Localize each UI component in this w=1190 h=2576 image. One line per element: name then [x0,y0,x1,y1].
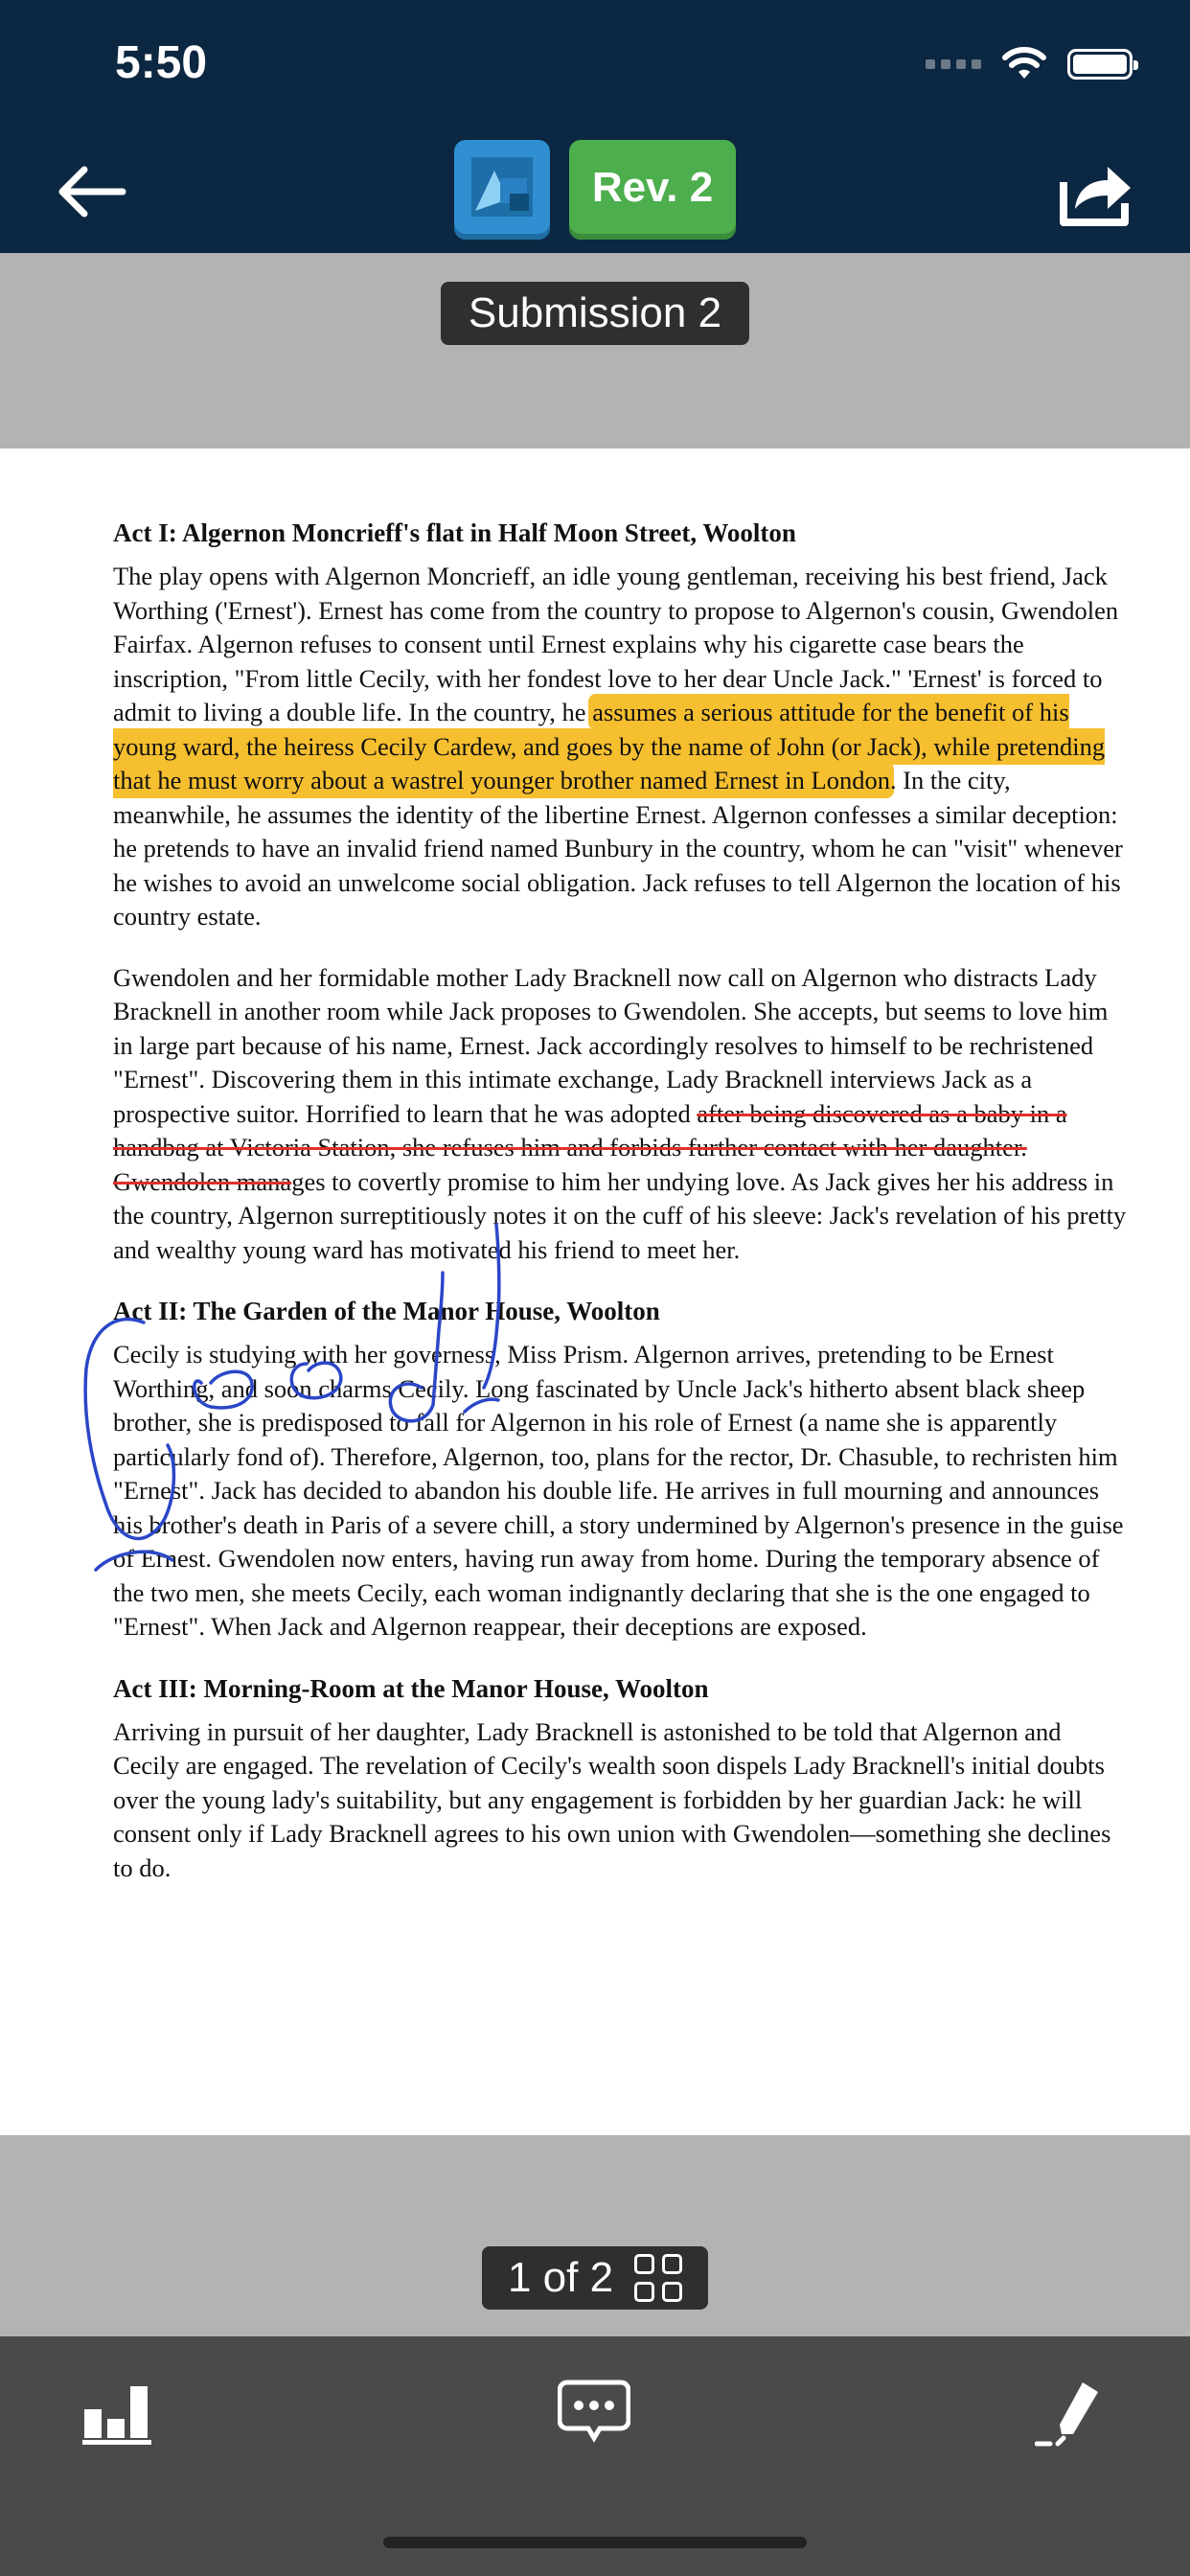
app-logo-icon [454,140,550,234]
share-icon [1058,153,1134,230]
act1-p2-text-b: ges to covertly promise to him her undying love. As Jack gives her his address in the country, Algernon surreptitiously notes it on the cuff of his sleeve: Jack's revelation of his pretty and wealthy young ward has motivated his friend to meet her. [113,1166,1127,1264]
arrow-left-icon [56,153,132,230]
act1-paragraph-1 [113,560,1131,934]
act1-p2-text-a: Gwendolen and her formidable mother Lady Bracknell now call on Algernon who distracts Lady Bracknell in another room while Jack proposes to Gwendolen. She accepts, but seems to love him in large part because of his name, Ernest. Jack accordingly resolves to himself to be rechristened "Ernest". Discovering them in this intimate exchange, Lady Bracknell interviews Jack as a prospective suitor. Horrified to learn that he was adopted [113,962,1109,1128]
status-indicators [926,46,1133,82]
act2-heading: Act II: The Garden of the Manor House, Woolton [113,1297,660,1325]
comment-icon [558,2379,630,2446]
back-button[interactable] [56,153,132,230]
act3-paragraph: Arriving in pursuit of her daughter, Lady Bracknell is astonished to be told that Algernon and Cecily are engaged. The revelation of Cecily's wealth soon dispels Lady Bracknell's initial doubts over the young lady's suitability, but any engagement is forbidden by her guardian Jack: he will consent only if Lady Bracknell agrees to his own union with Gwendolen—something she declines to do. [113,1716,1111,1882]
bar-chart-icon [82,2382,155,2446]
home-indicator [383,2537,807,2548]
pen-button[interactable] [1035,2379,1104,2448]
share-button[interactable] [1058,153,1134,230]
battery-icon [1067,49,1133,80]
page-indicator[interactable] [482,2246,708,2310]
act1-paragraph-2 [113,961,1131,1268]
strikethrough-annotation[interactable]: after being discovered as a baby in a handbag at Victoria Station, she refuses him and forbids further contact with her daughter. Gwendolen mana [113,1098,1067,1196]
document-body [113,516,1131,1885]
revision-button[interactable]: Rev. 2 [569,140,736,240]
app-logo-button[interactable] [454,140,550,240]
highlight-annotation[interactable]: assumes a serious attitude for the benefit of his young ward, the heiress Cecily Cardew, and goes by the name of John (or Jack), while pretending that he must worry about a wastrel younger brother named Ernest in London [113,698,1106,794]
page-count: 1 of 2 [507,2254,614,2301]
comment-button[interactable] [558,2379,630,2446]
signal-icon [926,59,981,69]
act1-p1-text-b: . In the city, meanwhile, he assumes the identity of the libertine Ernest. Algernon confesses a similar deception: he pretends to have an invalid friend named Bunbury in the country, whom he can "visit" whenever he wishes to avoid an unwelcome social obligation. Jack refuses to tell Algernon the location of his country estate. [113,766,1123,931]
act1-p1-text-a: The play opens with Algernon Moncrieff, an idle young gentleman, receiving his best friend, Jack Worthing ('Ernest'). Ernest has come from the country to propose to Algernon's cousin, Gwendolen Fairfax. Algernon refuses to consent until Ernest explains why his cigarette case bears the inscription, "From little Cecily, with her fondest love to her dear Uncle Jack." 'Ernest' is forced to admit to living a double life. In the country, he [113,562,1119,726]
status-time: 5:50 [115,37,208,88]
document-page [0,448,1190,2135]
top-header [0,0,1190,253]
grid-view-icon[interactable] [634,2254,682,2302]
submission-label: Submission 2 [441,282,749,345]
pen-icon [1035,2379,1104,2448]
act3-heading: Act III: Morning-Room at the Manor House, Woolton [113,1673,709,1703]
wifi-icon [1000,46,1048,82]
act2-paragraph: Cecily is studying with her governess, Miss Prism. Algernon arrives, pretending to be Ernest Worthing, and soon charms Cecily. Long fascinated by Uncle Jack's hitherto absent black sheep brother, she is predisposed to fall for Algernon in his role of Ernest (a name she is apparently particularly fond of). Therefore, Algernon, too, plans for the rector, Dr. Chasuble, to rechristen him "Ernest". Jack has decided to abandon his double life. He arrives in full mourning and announces his brother's death in Paris of a severe chill, a story undermined by Algernon's presence in the guise of Ernest. Gwendolen now enters, having run away from home. During the temporary absence of the two men, she meets Cecily, each woman indignantly declaring that she is the one engaged to "Ernest". When Jack and Algernon reappear, their deceptions are exposed. [113,1340,1124,1641]
act1-heading: Act I: Algernon Moncrieff's flat in Half Moon Street, Woolton [113,518,796,547]
stats-button[interactable] [82,2382,155,2446]
